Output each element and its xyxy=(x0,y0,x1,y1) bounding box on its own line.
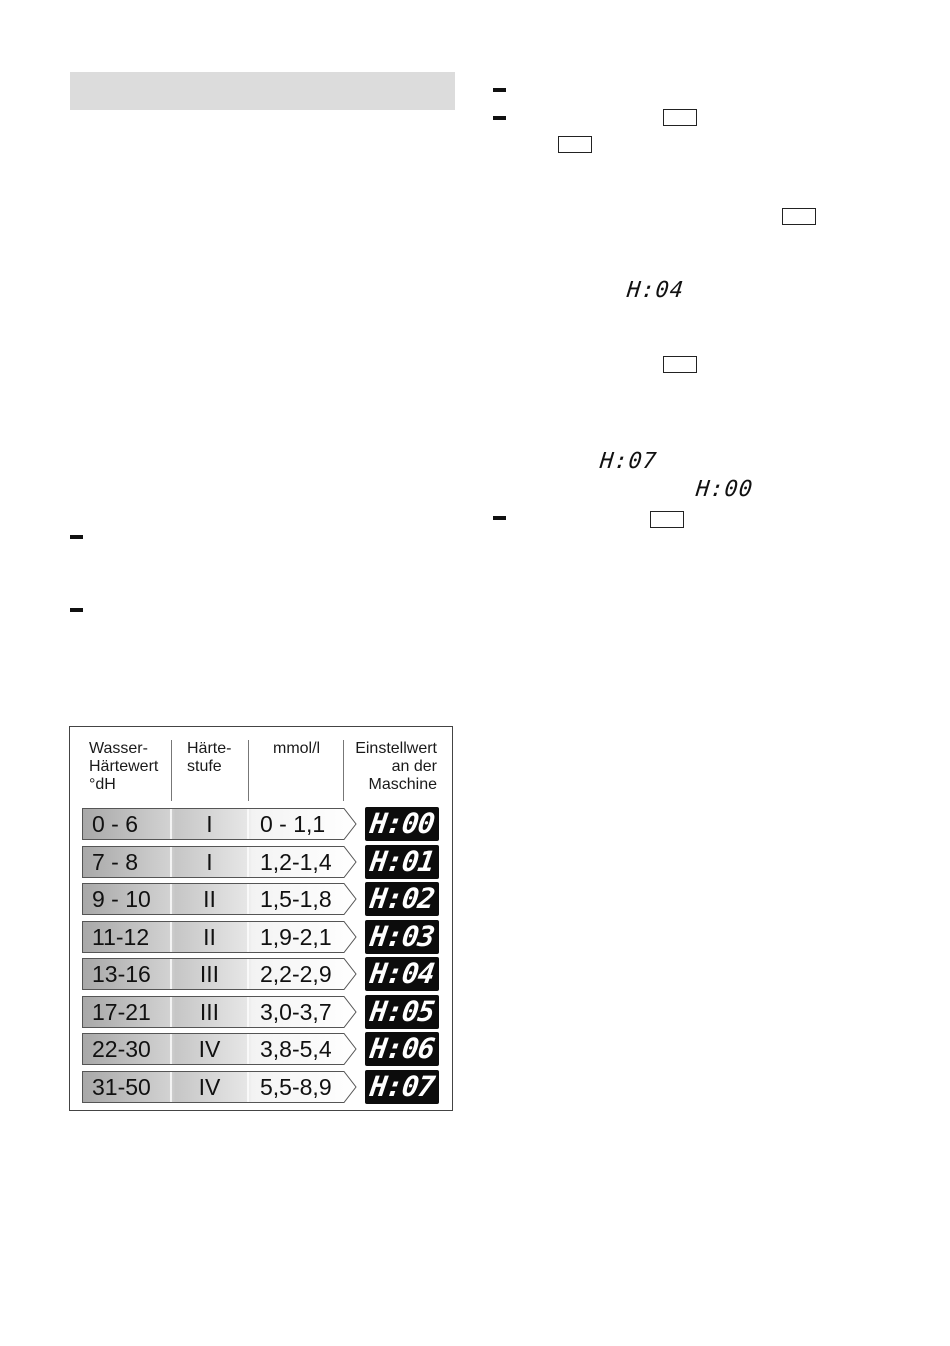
cell-mmol: 5,5-8,9 xyxy=(260,1074,332,1100)
cell-machine-setting: H:01 xyxy=(368,845,437,878)
cell-machine-setting: H:00 xyxy=(368,807,437,840)
cell-water-hardness: 22-30 xyxy=(92,1036,151,1062)
header-water-hardness: Wasser- Härtewert °dH xyxy=(89,740,159,793)
cell-mmol: 3,0-3,7 xyxy=(260,999,332,1025)
cell-mmol: 1,2-1,4 xyxy=(260,849,332,875)
cell-water-hardness: 17-21 xyxy=(92,999,151,1025)
header-divider xyxy=(171,740,172,801)
cell-water-hardness: 13-16 xyxy=(92,961,151,987)
table-row xyxy=(82,921,356,953)
header-divider xyxy=(248,740,249,801)
cell-machine-setting: H:05 xyxy=(368,995,437,1028)
display-readout: H:07 xyxy=(598,449,659,474)
machine-setting-display xyxy=(365,995,439,1029)
cell-hardness-level: IV xyxy=(198,1074,221,1100)
button-symbol xyxy=(558,136,592,153)
cell-machine-setting: H:02 xyxy=(368,882,437,915)
cell-mmol: 2,2-2,9 xyxy=(260,961,332,987)
cell-machine-setting: H:04 xyxy=(368,957,437,990)
machine-setting-display xyxy=(365,882,439,916)
header-machine-setting: Einstellwert an der Maschine xyxy=(355,740,437,793)
section-heading-band xyxy=(70,72,455,110)
cell-machine-setting: H:07 xyxy=(368,1070,437,1103)
table-row xyxy=(82,996,356,1028)
cell-water-hardness: 7 - 8 xyxy=(92,849,139,875)
machine-setting-display xyxy=(365,920,439,954)
header-divider xyxy=(343,740,344,801)
cell-mmol: 0 - 1,1 xyxy=(260,811,326,837)
cell-hardness-level: III xyxy=(199,999,220,1025)
cell-hardness-level: III xyxy=(199,961,220,987)
list-dash xyxy=(493,88,506,92)
header-mmol: mmol/l xyxy=(273,740,321,757)
cell-water-hardness: 0 - 6 xyxy=(92,811,139,837)
button-symbol xyxy=(782,208,816,225)
cell-mmol: 3,8-5,4 xyxy=(260,1036,332,1062)
display-readout: H:04 xyxy=(625,278,686,303)
cell-water-hardness: 31-50 xyxy=(92,1074,151,1100)
list-dash xyxy=(493,516,506,520)
cell-machine-setting: H:03 xyxy=(368,920,437,953)
table-row xyxy=(82,808,356,840)
machine-setting-display xyxy=(365,1032,439,1066)
list-dash xyxy=(70,535,83,539)
cell-water-hardness: 11-12 xyxy=(92,924,150,950)
list-dash xyxy=(493,116,506,120)
button-symbol xyxy=(663,109,697,126)
machine-setting-display xyxy=(365,1070,439,1104)
cell-mmol: 1,5-1,8 xyxy=(260,886,332,912)
display-readout: H:00 xyxy=(694,477,755,502)
cell-hardness-level: II xyxy=(203,924,216,950)
machine-setting-display xyxy=(365,957,439,991)
table-row xyxy=(82,883,356,915)
list-dash xyxy=(70,608,83,612)
machine-setting-display xyxy=(365,807,439,841)
cell-hardness-level: II xyxy=(203,886,216,912)
cell-mmol: 1,9-2,1 xyxy=(260,924,332,950)
machine-setting-display xyxy=(365,845,439,879)
button-symbol xyxy=(663,356,697,373)
button-symbol xyxy=(650,511,684,528)
cell-hardness-level: I xyxy=(206,811,213,837)
table-row xyxy=(82,1033,356,1065)
cell-water-hardness: 9 - 10 xyxy=(92,886,151,912)
header-hardness-level: Härte- stufe xyxy=(187,740,232,775)
cell-hardness-level: I xyxy=(206,849,213,875)
table-row xyxy=(82,958,356,990)
table-row xyxy=(82,1071,356,1103)
cell-machine-setting: H:06 xyxy=(368,1032,437,1065)
table-row xyxy=(82,846,356,878)
cell-hardness-level: IV xyxy=(198,1036,221,1062)
